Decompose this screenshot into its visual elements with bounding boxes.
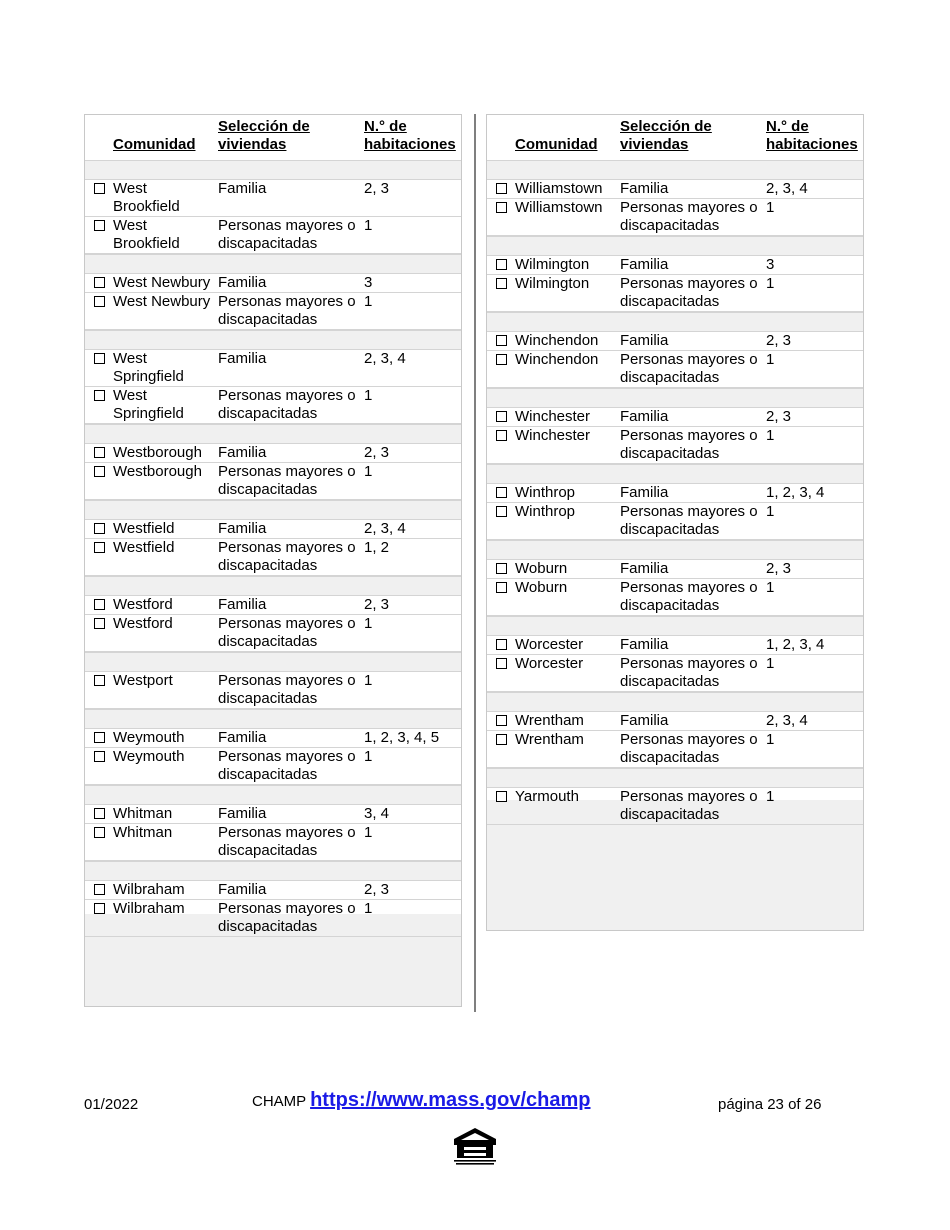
- bedrooms-cell: 1: [364, 748, 373, 765]
- housing-type-cell: Personas mayores o discapacitadas: [620, 351, 758, 386]
- table-row: [487, 408, 863, 427]
- page-number: página 23 of 26: [718, 1096, 822, 1113]
- table-row: [85, 387, 461, 424]
- table-header: [487, 115, 863, 160]
- checkbox-icon[interactable]: [496, 278, 507, 289]
- table-row: [85, 900, 461, 937]
- table-row: [85, 520, 461, 539]
- table-row: [85, 672, 461, 709]
- bedrooms-cell: 1: [766, 579, 775, 596]
- checkbox-icon[interactable]: [496, 639, 507, 650]
- checkbox-icon[interactable]: [94, 751, 105, 762]
- left-table: [84, 114, 462, 1007]
- community-cell: Yarmouth: [515, 788, 579, 805]
- community-cell: Woburn: [515, 560, 568, 577]
- housing-type-cell: Familia: [620, 180, 669, 197]
- checkbox-icon[interactable]: [94, 466, 105, 477]
- checkbox-icon[interactable]: [94, 447, 105, 458]
- community-cell: West Brookfield: [113, 180, 180, 215]
- community-cell: Wilbraham: [113, 900, 185, 917]
- community-cell: Westford: [113, 596, 173, 613]
- checkbox-icon[interactable]: [496, 582, 507, 593]
- checkbox-icon[interactable]: [94, 353, 105, 364]
- group-separator: [487, 388, 863, 408]
- table-row: [85, 463, 461, 500]
- table-row: [85, 350, 461, 387]
- champ-label: CHAMP: [252, 1093, 306, 1110]
- housing-type-cell: Personas mayores o discapacitadas: [620, 655, 758, 690]
- checkbox-icon[interactable]: [94, 599, 105, 610]
- group-separator: [487, 616, 863, 636]
- table-header: [85, 115, 461, 160]
- footer-date: 01/2022: [84, 1096, 139, 1113]
- community-cell: Westfield: [113, 539, 175, 556]
- header-bedrooms: N.° de habitaciones: [364, 118, 456, 153]
- group-separator: [85, 330, 461, 350]
- community-cell: Winthrop: [515, 503, 576, 520]
- housing-type-cell: Personas mayores o discapacitadas: [218, 615, 356, 650]
- housing-type-cell: Personas mayores o discapacitadas: [218, 293, 356, 328]
- table-row: [487, 427, 863, 464]
- checkbox-icon[interactable]: [94, 183, 105, 194]
- housing-type-cell: Familia: [218, 444, 267, 461]
- housing-type-cell: Personas mayores o discapacitadas: [218, 824, 356, 859]
- bedrooms-cell: 1: [364, 615, 373, 632]
- checkbox-icon[interactable]: [496, 715, 507, 726]
- table-row: [487, 788, 863, 825]
- right-table-body: [487, 160, 863, 825]
- community-cell: Williamstown: [515, 180, 603, 197]
- bedrooms-cell: 1, 2, 3, 4: [766, 484, 825, 501]
- bedrooms-cell: 2, 3: [364, 180, 390, 197]
- housing-type-cell: Personas mayores o discapacitadas: [218, 672, 356, 707]
- column-divider: [474, 114, 476, 1012]
- housing-type-cell: Familia: [218, 274, 267, 291]
- table-row: [487, 712, 863, 731]
- housing-type-cell: Personas mayores o discapacitadas: [620, 788, 758, 823]
- group-separator: [85, 576, 461, 596]
- community-cell: Weymouth: [113, 748, 185, 765]
- group-separator: [85, 785, 461, 805]
- housing-type-cell: Familia: [620, 484, 669, 501]
- housing-type-cell: Familia: [620, 560, 669, 577]
- bedrooms-cell: 1, 2, 3, 4, 5: [364, 729, 440, 746]
- bedrooms-cell: 3: [364, 274, 373, 291]
- community-cell: Whitman: [113, 824, 173, 841]
- bedrooms-cell: 1: [364, 824, 373, 841]
- housing-type-cell: Personas mayores o discapacitadas: [620, 503, 758, 538]
- table-row: [487, 199, 863, 236]
- table-row: [85, 444, 461, 463]
- bedrooms-cell: 2, 3, 4: [766, 180, 808, 197]
- housing-type-cell: Familia: [218, 729, 267, 746]
- group-separator: [85, 424, 461, 444]
- bedrooms-cell: 2, 3: [766, 332, 792, 349]
- checkbox-icon[interactable]: [94, 390, 105, 401]
- housing-type-cell: Familia: [218, 180, 267, 197]
- community-cell: Winthrop: [515, 484, 576, 501]
- table-row: [487, 351, 863, 388]
- header-housing-selection: Selección de viviendas: [620, 118, 712, 153]
- right-table: [486, 114, 864, 931]
- housing-type-cell: Personas mayores o discapacitadas: [218, 387, 356, 422]
- header-housing-selection: Selección de viviendas: [218, 118, 310, 153]
- community-cell: Whitman: [113, 805, 173, 822]
- housing-type-cell: Personas mayores o discapacitadas: [620, 199, 758, 234]
- bedrooms-cell: 1: [766, 788, 775, 805]
- checkbox-icon[interactable]: [496, 183, 507, 194]
- table-row: [487, 332, 863, 351]
- community-cell: Wrentham: [515, 731, 584, 748]
- checkbox-icon[interactable]: [94, 884, 105, 895]
- group-separator: [85, 500, 461, 520]
- champ-link[interactable]: https://www.mass.gov/champ: [310, 1089, 591, 1111]
- checkbox-icon[interactable]: [94, 220, 105, 231]
- bedrooms-cell: 1: [364, 387, 373, 404]
- table-row: [85, 881, 461, 900]
- table-row: [85, 217, 461, 254]
- header-community: Comunidad: [515, 136, 598, 153]
- housing-type-cell: Familia: [620, 256, 669, 273]
- checkbox-icon[interactable]: [496, 430, 507, 441]
- bedrooms-cell: 3, 4: [364, 805, 390, 822]
- table-row: [85, 596, 461, 615]
- bedrooms-cell: 2, 3, 4: [766, 712, 808, 729]
- group-separator: [85, 709, 461, 729]
- table-row: [85, 293, 461, 330]
- housing-type-cell: Familia: [620, 408, 669, 425]
- bedrooms-cell: 1: [766, 655, 775, 672]
- bedrooms-cell: 2, 3: [364, 881, 390, 898]
- housing-type-cell: Familia: [218, 805, 267, 822]
- community-cell: West Brookfield: [113, 217, 180, 252]
- housing-type-cell: Familia: [218, 596, 267, 613]
- table-row: [487, 180, 863, 199]
- table-row: [85, 805, 461, 824]
- checkbox-icon[interactable]: [496, 259, 507, 270]
- housing-type-cell: Personas mayores o discapacitadas: [620, 579, 758, 614]
- group-separator: [487, 160, 863, 180]
- community-cell: Worcester: [515, 636, 584, 653]
- table-row: [85, 824, 461, 861]
- checkbox-icon[interactable]: [496, 506, 507, 517]
- community-cell: Wrentham: [515, 712, 584, 729]
- bedrooms-cell: 1, 2: [364, 539, 390, 556]
- table-row: [487, 256, 863, 275]
- group-separator: [487, 464, 863, 484]
- bedrooms-cell: 1: [766, 351, 775, 368]
- bedrooms-cell: 1: [766, 427, 775, 444]
- checkbox-icon[interactable]: [496, 487, 507, 498]
- footer-champ: [252, 1089, 591, 1112]
- housing-type-cell: Familia: [620, 712, 669, 729]
- group-separator: [85, 254, 461, 274]
- housing-type-cell: Familia: [620, 636, 669, 653]
- table-row: [487, 275, 863, 312]
- group-separator: [487, 236, 863, 256]
- table-row: [85, 180, 461, 217]
- bedrooms-cell: 1: [364, 900, 373, 917]
- checkbox-icon[interactable]: [496, 411, 507, 422]
- community-cell: West Newbury: [113, 293, 211, 310]
- group-separator: [85, 652, 461, 672]
- bedrooms-cell: 1: [766, 503, 775, 520]
- community-cell: Westborough: [113, 463, 202, 480]
- table-row: [487, 636, 863, 655]
- table-row: [85, 615, 461, 652]
- header-community: Comunidad: [113, 136, 196, 153]
- checkbox-icon[interactable]: [94, 675, 105, 686]
- housing-type-cell: Personas mayores o discapacitadas: [218, 539, 356, 574]
- header-bedrooms: N.° de habitaciones: [766, 118, 858, 153]
- housing-type-cell: Familia: [218, 520, 267, 537]
- community-cell: Winchester: [515, 408, 591, 425]
- checkbox-icon[interactable]: [94, 523, 105, 534]
- checkbox-icon[interactable]: [94, 296, 105, 307]
- community-cell: West Springfield: [113, 387, 184, 422]
- housing-type-cell: Personas mayores o discapacitadas: [620, 427, 758, 462]
- checkbox-icon[interactable]: [94, 827, 105, 838]
- bedrooms-cell: 2, 3: [364, 444, 390, 461]
- housing-type-cell: Personas mayores o discapacitadas: [218, 900, 356, 935]
- checkbox-icon[interactable]: [496, 658, 507, 669]
- checkbox-icon[interactable]: [496, 202, 507, 213]
- group-separator: [487, 540, 863, 560]
- table-row: [487, 579, 863, 616]
- community-cell: Woburn: [515, 579, 568, 596]
- checkbox-icon[interactable]: [496, 791, 507, 802]
- community-cell: Worcester: [515, 655, 584, 672]
- checkbox-icon[interactable]: [94, 277, 105, 288]
- checkbox-icon[interactable]: [94, 903, 105, 914]
- housing-type-cell: Familia: [620, 332, 669, 349]
- table-row: [487, 731, 863, 768]
- bedrooms-cell: 2, 3: [766, 408, 792, 425]
- bedrooms-cell: 1: [364, 217, 373, 234]
- checkbox-icon[interactable]: [496, 335, 507, 346]
- community-cell: Westfield: [113, 520, 175, 537]
- checkbox-icon[interactable]: [496, 734, 507, 745]
- community-cell: Wilmington: [515, 256, 590, 273]
- group-separator: [85, 160, 461, 180]
- community-cell: Winchendon: [515, 351, 599, 368]
- bedrooms-cell: 1: [364, 672, 373, 689]
- bedrooms-cell: 2, 3: [766, 560, 792, 577]
- community-cell: West Newbury: [113, 274, 211, 291]
- table-row: [85, 729, 461, 748]
- community-cell: Wilmington: [515, 275, 590, 292]
- table-row: [85, 539, 461, 576]
- community-cell: Weymouth: [113, 729, 185, 746]
- community-cell: Winchendon: [515, 332, 599, 349]
- housing-type-cell: Personas mayores o discapacitadas: [620, 731, 758, 766]
- checkbox-icon[interactable]: [94, 808, 105, 819]
- bedrooms-cell: 1: [766, 199, 775, 216]
- equal-housing-opportunity-icon: [451, 1126, 499, 1166]
- housing-type-cell: Familia: [218, 881, 267, 898]
- checkbox-icon[interactable]: [94, 732, 105, 743]
- bedrooms-cell: 3: [766, 256, 775, 273]
- bedrooms-cell: 2, 3: [364, 596, 390, 613]
- table-row: [85, 274, 461, 293]
- community-cell: Westford: [113, 615, 173, 632]
- group-separator: [487, 768, 863, 788]
- checkbox-icon[interactable]: [496, 563, 507, 574]
- bedrooms-cell: 2, 3, 4: [364, 350, 406, 367]
- housing-type-cell: Personas mayores o discapacitadas: [218, 748, 356, 783]
- bedrooms-cell: 1: [364, 293, 373, 310]
- checkbox-icon[interactable]: [496, 354, 507, 365]
- bedrooms-cell: 1, 2, 3, 4: [766, 636, 825, 653]
- community-cell: West Springfield: [113, 350, 184, 385]
- group-separator: [487, 312, 863, 332]
- housing-type-cell: Familia: [218, 350, 267, 367]
- housing-type-cell: Personas mayores o discapacitadas: [218, 217, 356, 252]
- community-cell: Williamstown: [515, 199, 603, 216]
- checkbox-icon[interactable]: [94, 542, 105, 553]
- table-row: [85, 748, 461, 785]
- housing-type-cell: Personas mayores o discapacitadas: [218, 463, 356, 498]
- group-separator: [487, 692, 863, 712]
- bedrooms-cell: 1: [364, 463, 373, 480]
- housing-type-cell: Personas mayores o discapacitadas: [620, 275, 758, 310]
- community-cell: Winchester: [515, 427, 591, 444]
- checkbox-icon[interactable]: [94, 618, 105, 629]
- left-table-body: [85, 160, 461, 937]
- community-cell: Westborough: [113, 444, 202, 461]
- community-cell: Wilbraham: [113, 881, 185, 898]
- bedrooms-cell: 2, 3, 4: [364, 520, 406, 537]
- community-cell: Westport: [113, 672, 173, 689]
- table-row: [487, 655, 863, 692]
- bedrooms-cell: 1: [766, 275, 775, 292]
- group-separator: [85, 861, 461, 881]
- bedrooms-cell: 1: [766, 731, 775, 748]
- table-row: [487, 484, 863, 503]
- table-row: [487, 503, 863, 540]
- table-row: [487, 560, 863, 579]
